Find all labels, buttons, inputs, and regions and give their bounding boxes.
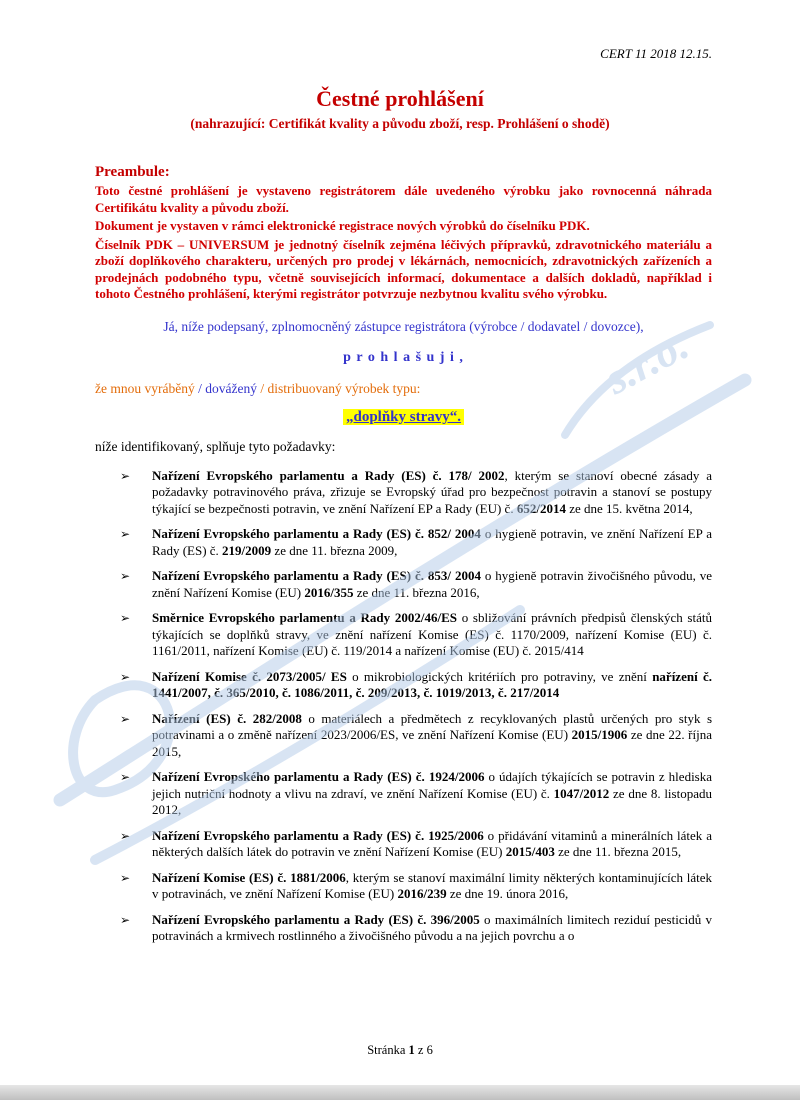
footer-page-total: 6 — [426, 1043, 433, 1057]
product-line-part2: / dovážený — [198, 380, 261, 396]
requirement-text: Nařízení Evropského parlamentu a Rady (ES) č. 853/ 2004 o hygieně potravin živočišného původu, ve znění Nařízení Komise (EU) 2016/355 ze dne 11. března 2016, — [152, 568, 713, 600]
document-subtitle: (nahrazující: Certifikát kvality a původu zboží, resp. Prohlášení o shodě) — [190, 116, 610, 131]
requirement-text: Nařízení Komise č. 2073/2005/ ES o mikrobiologických kritériích pro potraviny, ve znění nařízení č. 1441/2007, č. 365/2010, č. 1086/2011, č. 209/2013, č. 1019/2013, č. 217/2014 — [152, 668, 712, 700]
product-type-row — [95, 408, 712, 426]
page-footer — [0, 1043, 800, 1058]
preamble-paragraph: Dokument je vystaven v rámci elektronické registrace nových výrobků do číselníku PDK. — [95, 218, 590, 233]
requirement-text: Směrnice Evropského parlamentu a Rady 2002/46/ES o sbližování právních předpisů členských států týkajících se doplňků stravy, ve znění nařízení Komise (ES) č. 1170/2009, nařízení Komise (EU) č. 1161/2011, nařízení Komise (EU) č. 119/2014 a nařízení Komise (EU) č. 2015/414 — [152, 610, 712, 658]
bullet-arrow-icon: ➢ — [120, 669, 131, 684]
footer-separator: z — [417, 1043, 424, 1057]
footer-page-number: 1 — [408, 1043, 415, 1057]
watermark-text: s.r.o. — [596, 319, 697, 404]
requirement-text: Nařízení Evropského parlamentu a Rady (ES) č. 396/2005 o maximálních limitech reziduí pesticidů v potravinách a krmivech rostlinného a živočišného původu a na jejich povrchu a o — [152, 911, 713, 943]
requirement-item — [95, 828, 712, 861]
requirement-item — [95, 711, 712, 761]
requirement-item — [95, 526, 712, 559]
product-type-highlight: „doplňky stravy“. — [343, 409, 464, 425]
bullet-arrow-icon: ➢ — [120, 870, 131, 885]
document-body — [0, 164, 800, 945]
preamble-paragraph: Číselník PDK – UNIVERSUM je jednotný číselník zejména léčivých přípravků, zdravotnického materiálu a zboží doplňkového charakteru, určených pro prodej v lékárnách, nemocnicích, zdravotnických zařízeních a prodejnách podobného typu, včetně souvisejících informací, dokumentace a dalších dokladů, například i tohoto Čestného prohlášení, kterými registrátor potvrzuje nezbytnou kvalitu svého výrobku. — [95, 236, 712, 301]
declaration-verb: p r o h l a š u j i , — [343, 349, 464, 365]
requirement-item — [95, 870, 712, 903]
bullet-arrow-icon: ➢ — [120, 468, 131, 483]
requirement-item — [95, 568, 712, 601]
document-title: Čestné prohlášení — [316, 86, 484, 111]
product-line — [95, 381, 712, 397]
bullet-arrow-icon: ➢ — [120, 828, 131, 843]
doc-code: CERT 11 2018 12.15. — [600, 46, 712, 61]
bullet-arrow-icon: ➢ — [120, 912, 131, 927]
requirement-text: Nařízení Evropského parlamentu a Rady (ES) č. 178/ 2002, kterým se stanoví obecné zásady a požadavky potravinového práva, zřizuje se Evropský úřad pro bezpečnost potravin a stanoví se postupy týkající se bezpečnosti potravin, ve znění Nařízení EP a Rady (EU) č. 652/2014 ze dne 15. května 2014, — [152, 467, 713, 516]
requirement-item — [95, 912, 712, 945]
requirement-item — [95, 610, 712, 660]
requirements-lead-in: níže identifikovaný, splňuje tyto požadavky: — [95, 438, 336, 454]
bullet-arrow-icon: ➢ — [120, 770, 131, 784]
requirements-list — [95, 468, 712, 945]
preamble-paragraph: Toto čestné prohlášení je vystaveno registrátorem dále uvedeného výrobku jako rovnocenná náhrada Certifikátu kvality a původu zboží. — [95, 183, 712, 215]
product-line-part3: / distribuovaný výrobek typu: — [260, 380, 421, 396]
bullet-arrow-icon: ➢ — [120, 569, 131, 583]
requirement-item — [95, 468, 712, 518]
requirement-text: Nařízení Evropského parlamentu a Rady (ES) č. 1924/2006 o údajích týkajících se potravin z hlediska jejich nutriční hodnoty a vlivu na zdraví, ve znění Nařízení Komise (EU) č. 1047/2012 ze dne 8. listopadu 2012, — [152, 769, 713, 817]
preamble-heading: Preambule: — [95, 164, 170, 180]
bullet-arrow-icon: ➢ — [120, 611, 131, 625]
declaration-intro: Já, níže podepsaný, zplnomocněný zástupce registrátora (výrobce / dodavatel / dovozce), — [163, 318, 644, 334]
footer-prefix: Stránka — [367, 1043, 406, 1057]
bullet-arrow-icon: ➢ — [120, 527, 131, 541]
requirement-item — [95, 669, 712, 702]
requirement-text: Nařízení (ES) č. 282/2008 o materiálech a předmětech z recyklovaných plastů určených pro styk s potravinami a o změně nařízení 2023/2006/ES, ve znění Nařízení Komise (EU) 2015/1906 ze dne 22. října 2015, — [152, 710, 713, 759]
requirement-text: Nařízení Evropského parlamentu a Rady (ES) č. 1925/2006 o přidávání vitaminů a minerálních látek a některých dalších látek do potravin ve znění Nařízení Komise (EU) 2015/403 ze dne 11. března 2015, — [152, 827, 713, 859]
requirement-text: Nařízení Komise (ES) č. 1881/2006, kterým se stanoví maximální limity některých kontaminujících látek v potravinách, ve znění Nařízení Komise (EU) 2016/239 ze dne 19. února 2016, — [152, 869, 712, 901]
page-bottom-edge — [0, 1085, 800, 1100]
requirement-text: Nařízení Evropského parlamentu a Rady (ES) č. 852/ 2004 o hygieně potravin, ve znění Nařízení EP a Rady (ES) č. 219/2009 ze dne 11. března 2009, — [152, 526, 713, 558]
product-line-part1: že mnou vyráběný — [95, 380, 199, 396]
requirement-item — [95, 769, 712, 819]
bullet-arrow-icon: ➢ — [120, 711, 131, 726]
